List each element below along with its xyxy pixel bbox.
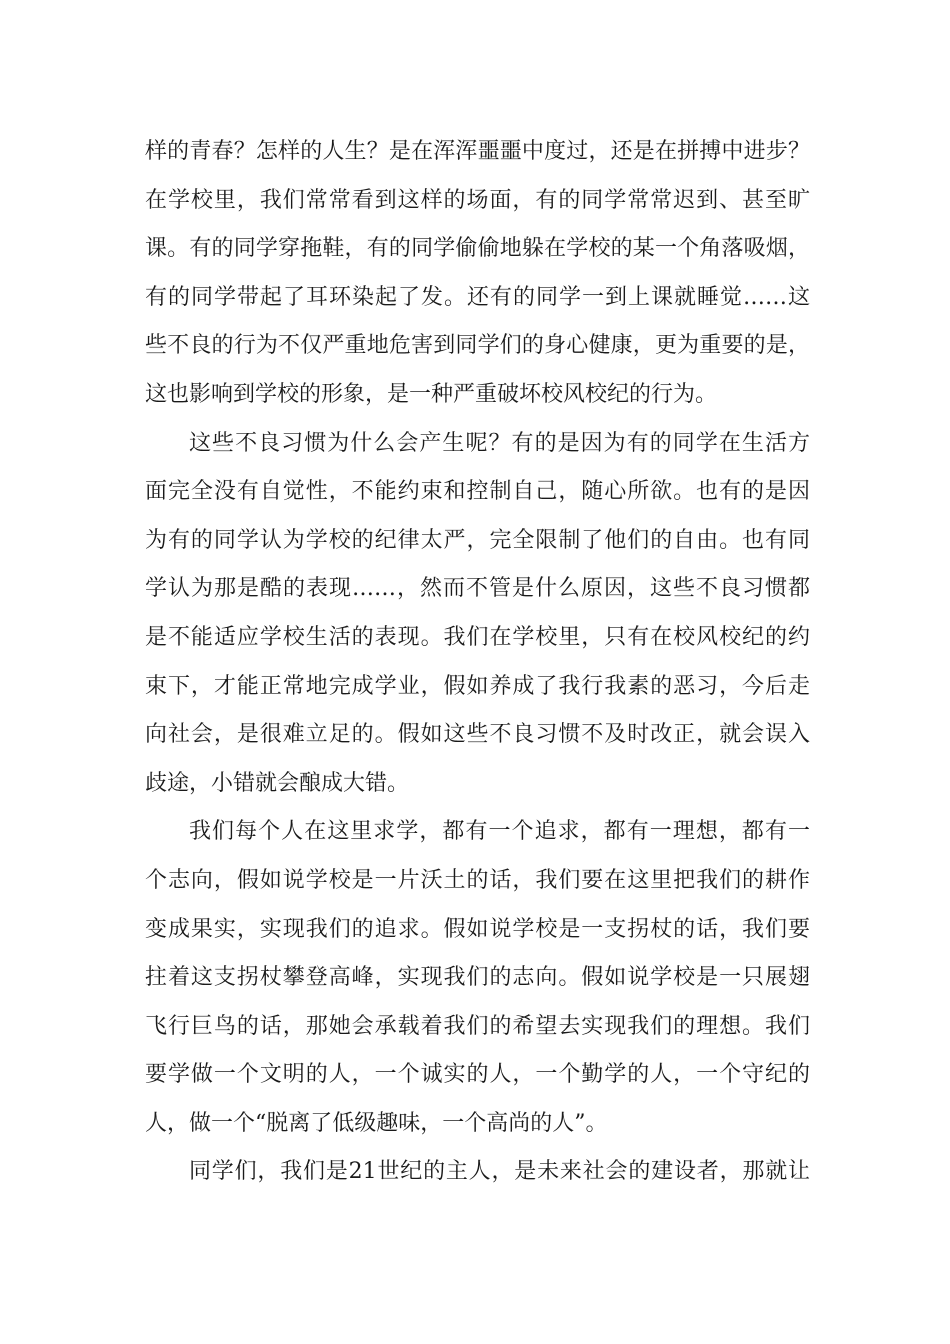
paragraph-4 <box>145 1148 810 1197</box>
text-line: 变成果实，实现我们的追求。假如说学校是一支拐杖的话，我们要 <box>145 916 810 942</box>
body-text <box>145 128 810 1197</box>
text-line: 样的青春？怎样的人生？是在浑浑噩噩中度过，还是在拼搏中进步？ <box>145 139 810 164</box>
text-line: 面完全没有自觉性，不能约束和控制自己，随心所欲。也有的是因 <box>145 479 810 505</box>
paragraph-1 <box>145 128 810 420</box>
text-line: 歧途，小错就会酿成大错。 <box>145 770 410 796</box>
paragraph-2 <box>145 420 810 809</box>
text-line: 课。有的同学穿拖鞋，有的同学偷偷地躲在学校的某一个角落吸烟， <box>145 236 810 262</box>
text-line: 这也影响到学校的形象，是一种严重破坏校风校纪的行为。 <box>145 381 718 407</box>
text-line: 我们每个人在这里求学，都有一个追求，都有一理想，都有一 <box>189 819 810 845</box>
text-line: 在学校里，我们常常看到这样的场面，有的同学常常迟到、甚至旷 <box>145 187 810 213</box>
text-line: 人，做一个“脱离了低级趣味，一个高尚的人”。 <box>145 1110 608 1136</box>
text-line: 拄着这支拐杖攀登高峰，实现我们的志向。假如说学校是一只展翅 <box>145 965 810 991</box>
paragraph-3 <box>145 808 810 1148</box>
text-line: 同学们，我们是21世纪的主人，是未来社会的建设者，那就让 <box>189 1159 810 1185</box>
text-line: 为有的同学认为学校的纪律太严，完全限制了他们的自由。也有同 <box>145 527 810 553</box>
text-line: 些不良的行为不仅严重地危害到同学们的身心健康，更为重要的是， <box>145 333 810 359</box>
text-line: 学认为那是酷的表现……，然而不管是什么原因，这些不良习惯都 <box>145 576 810 602</box>
text-line: 有的同学带起了耳环染起了发。还有的同学一到上课就睡觉……这 <box>145 284 810 310</box>
text-line: 要学做一个文明的人，一个诚实的人，一个勤学的人，一个守纪的 <box>145 1062 810 1088</box>
text-line: 个志向，假如说学校是一片沃土的话，我们要在这里把我们的耕作 <box>145 867 810 893</box>
text-line: 这些不良习惯为什么会产生呢？有的是因为有的同学在生活方 <box>189 430 810 456</box>
text-line: 飞行巨鸟的话，那她会承载着我们的希望去实现我们的理想。我们 <box>145 1013 810 1039</box>
text-line: 是不能适应学校生活的表现。我们在学校里，只有在校风校纪的约 <box>145 624 810 650</box>
text-line: 束下，才能正常地完成学业，假如养成了我行我素的恶习，今后走 <box>145 673 810 699</box>
text-line: 向社会，是很难立足的。假如这些不良习惯不及时改正，就会误入 <box>145 722 810 748</box>
